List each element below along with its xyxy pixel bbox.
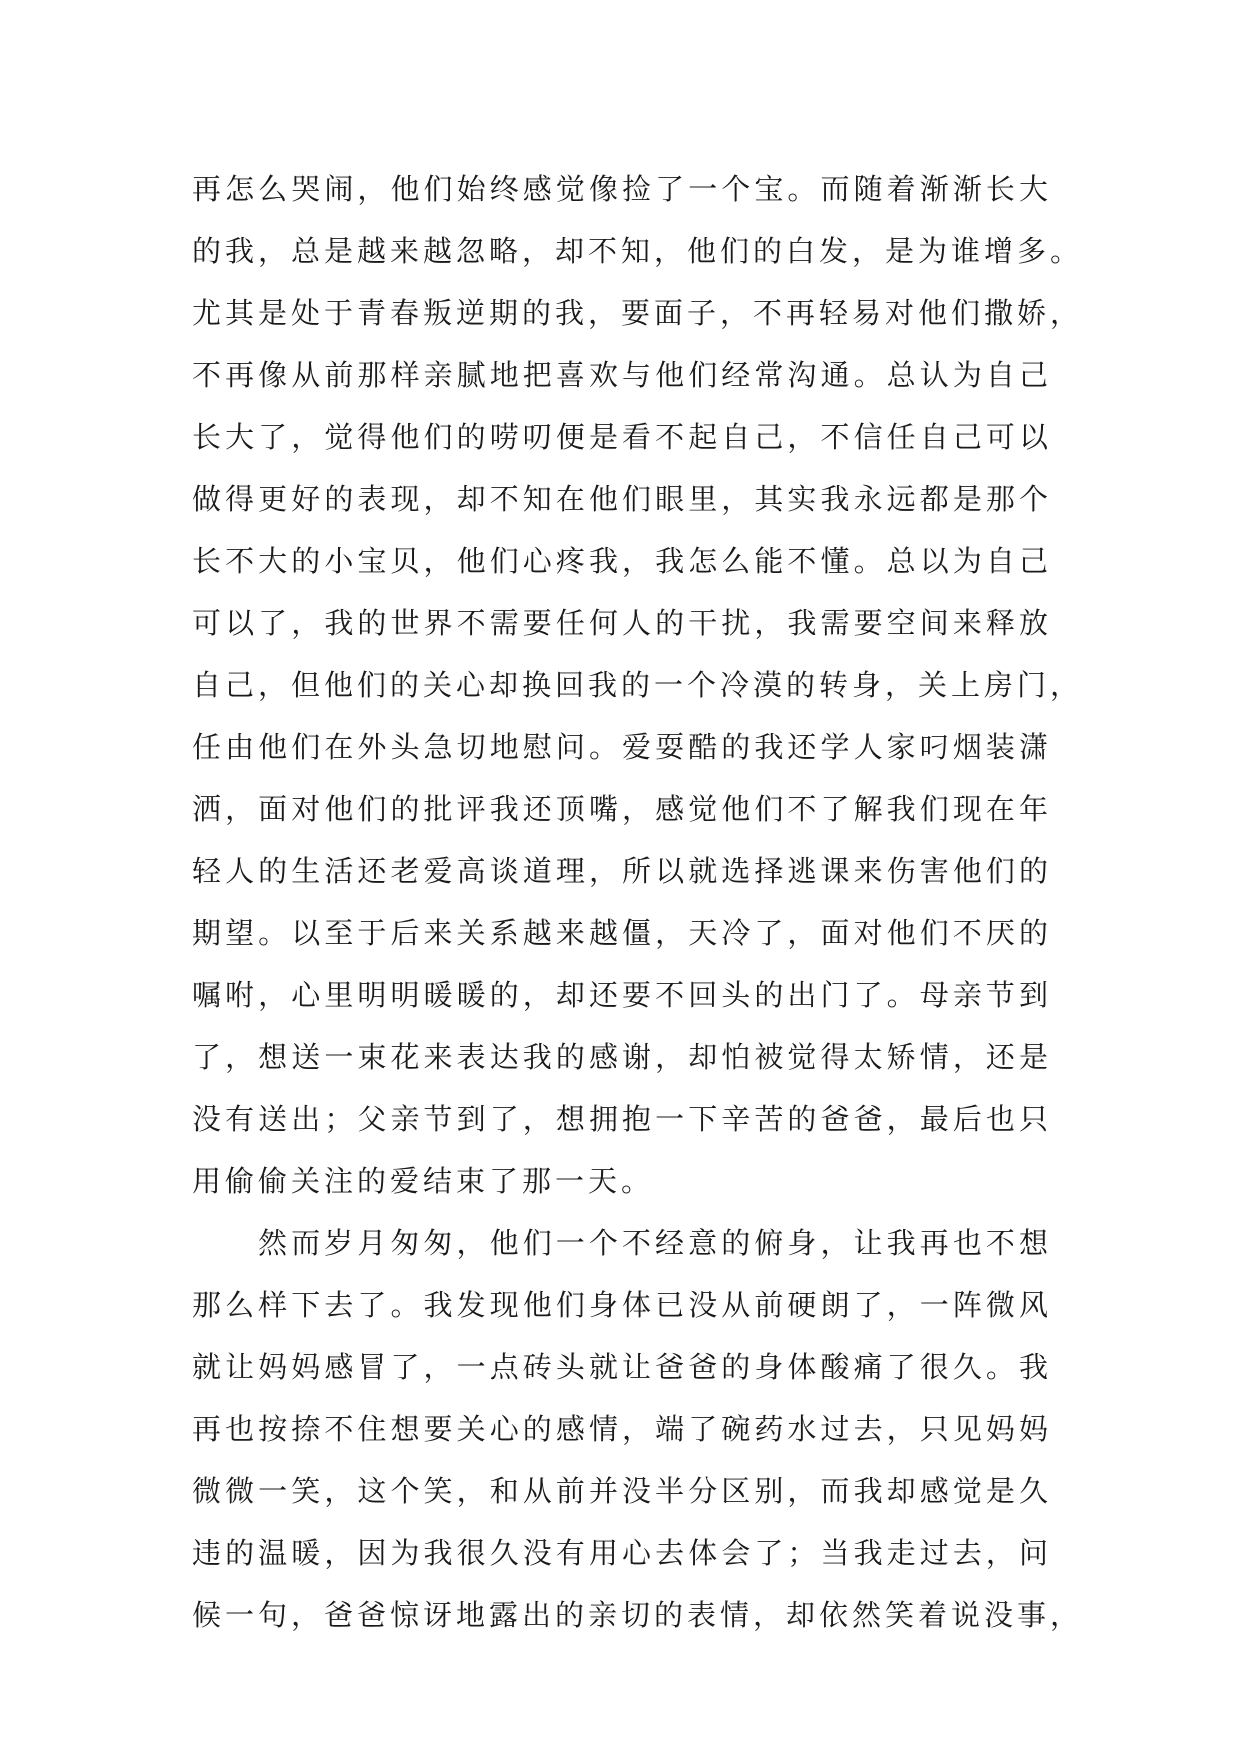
text-line: 用偷偷关注的爱结束了那一天。 [192, 1164, 655, 1198]
text-line: 再也按捺不住想要关心的感情，端了碗药水过去，只见妈妈 [192, 1412, 1052, 1446]
text-line: 违的温暖，因为我很久没有用心去体会了；当我走过去，问 [192, 1536, 1052, 1570]
body-text [192, 158, 1084, 1646]
text-line: 了，想送一束花来表达我的感谢，却怕被觉得太矫情，还是 [192, 1040, 1052, 1074]
text-line: 长大了，觉得他们的唠叨便是看不起自己，不信任自己可以 [192, 420, 1052, 454]
text-line: 轻人的生活还老爱高谈道理，所以就选择逃课来伤害他们的 [192, 854, 1052, 888]
text-line: 的我，总是越来越忽略，却不知，他们的白发，是为谁增多。 [192, 234, 1084, 268]
text-line: 任由他们在外头急切地慰问。爱耍酷的我还学人家叼烟装潇 [192, 730, 1052, 764]
text-line: 长不大的小宝贝，他们心疼我，我怎么能不懂。总以为自己 [192, 544, 1052, 578]
text-line: 自己，但他们的关心却换回我的一个冷漠的转身，关上房门， [192, 668, 1084, 702]
text-line: 洒，面对他们的批评我还顶嘴，感觉他们不了解我们现在年 [192, 792, 1052, 826]
text-line: 尤其是处于青春叛逆期的我，要面子，不再轻易对他们撒娇， [192, 296, 1084, 330]
text-line: 微微一笑，这个笑，和从前并没半分区别，而我却感觉是久 [192, 1474, 1052, 1508]
text-line: 没有送出；父亲节到了，想拥抱一下辛苦的爸爸，最后也只 [192, 1102, 1052, 1136]
text-line: 不再像从前那样亲腻地把喜欢与他们经常沟通。总认为自己 [192, 358, 1052, 392]
text-line: 就让妈妈感冒了，一点砖头就让爸爸的身体酸痛了很久。我 [192, 1350, 1052, 1384]
text-line: 那么样下去了。我发现他们身体已没从前硬朗了，一阵微风 [192, 1288, 1052, 1322]
text-line: 候一句，爸爸惊讶地露出的亲切的表情，却依然笑着说没事， [192, 1598, 1084, 1632]
text-line: 嘱咐，心里明明暖暖的，却还要不回头的出门了。母亲节到 [192, 978, 1052, 1012]
text-line: 做得更好的表现，却不知在他们眼里，其实我永远都是那个 [192, 482, 1052, 516]
text-line: 可以了，我的世界不需要任何人的干扰，我需要空间来释放 [192, 606, 1052, 640]
text-line: 然而岁月匆匆，他们一个不经意的俯身，让我再也不想 [258, 1226, 1052, 1260]
text-line: 再怎么哭闹，他们始终感觉像捡了一个宝。而随着渐渐长大 [192, 172, 1052, 206]
text-line: 期望。以至于后来关系越来越僵，天冷了，面对他们不厌的 [192, 916, 1052, 950]
